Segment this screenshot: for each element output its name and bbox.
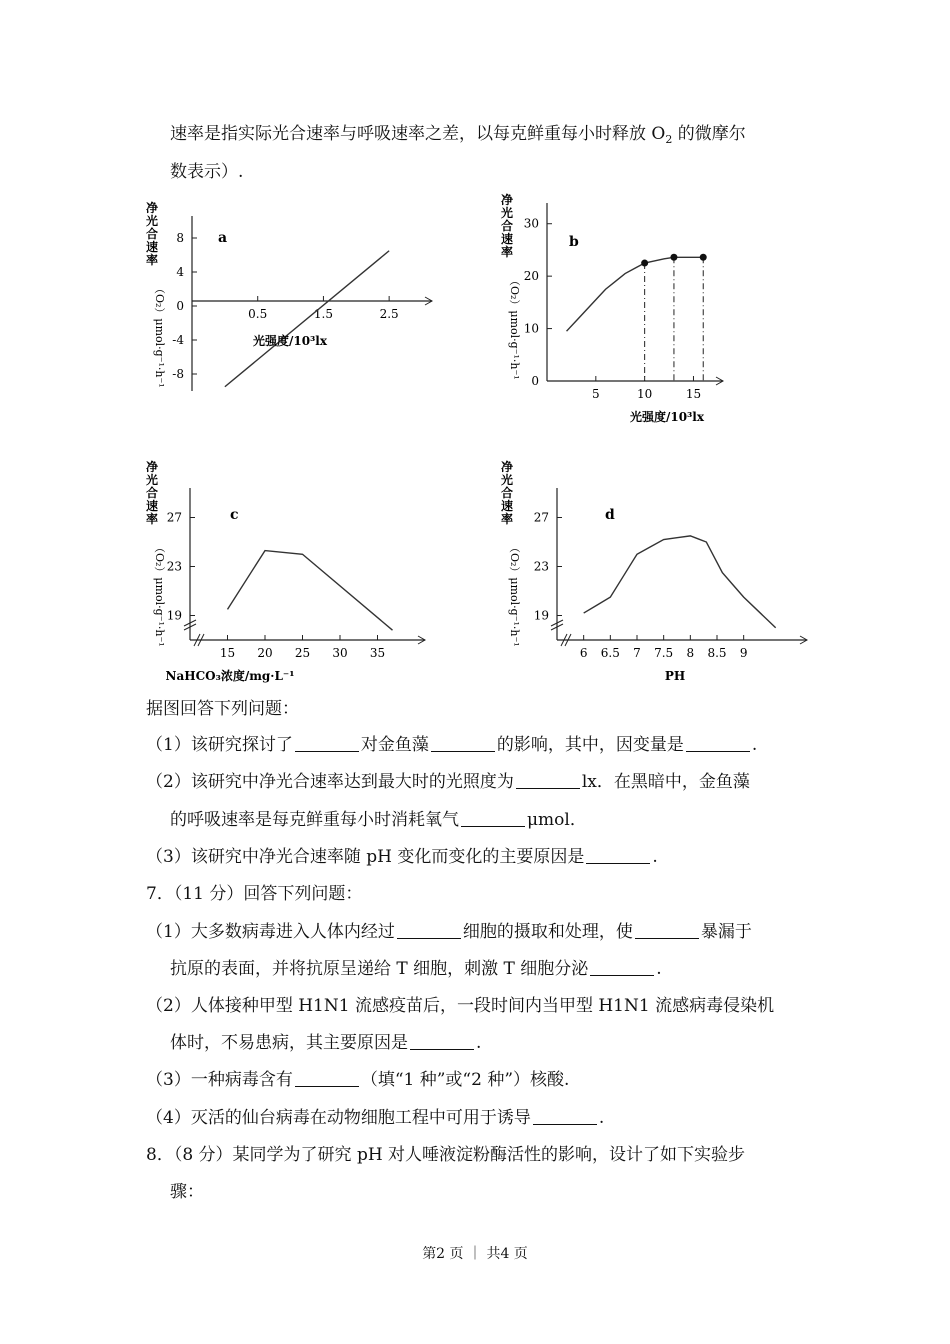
y-axis-label-char: 速 [500, 499, 514, 513]
q6-sub2-text: 的呼吸速率是每克鲜重每小时消耗氧气 [170, 810, 459, 830]
y-axis-label-char: 合 [500, 486, 514, 500]
y-axis-label-char: 光 [500, 473, 514, 487]
data-point-marker [641, 260, 648, 267]
q7-sub1-cont [170, 957, 662, 981]
q7-sub3-text: （填“1 种”或“2 种”）核酸. [360, 1070, 570, 1090]
y-tick-label: 4 [176, 265, 184, 279]
y-axis-label-char: 合 [145, 486, 159, 500]
y-axis-label-char: 率 [145, 253, 159, 267]
x-tick-label: 1.5 [313, 307, 333, 321]
answer-blank[interactable] [397, 920, 461, 939]
y-tick-label: 8 [176, 231, 184, 245]
x-tick-label: 6 [579, 646, 588, 660]
q7-sub3-text: （3）一种病毒含有 [146, 1070, 293, 1090]
q7-sub4-text: . [598, 1108, 605, 1128]
panel-label: d [605, 507, 615, 523]
y-tick-label: -8 [172, 367, 184, 381]
x-tick-label: 30 [332, 646, 348, 660]
answer-blank[interactable] [295, 733, 359, 752]
q6-sub1 [146, 733, 757, 757]
x-tick-label: 20 [257, 646, 273, 660]
x-axis-label: 光强度/10³lx [629, 410, 705, 424]
q7-sub2-text: . [476, 1033, 482, 1053]
y-axis-label-char: 净 [145, 201, 159, 215]
q7-sub1-text: 暴漏于 [700, 922, 752, 942]
x-tick-label: 10 [637, 387, 653, 401]
answer-blank[interactable] [410, 1031, 474, 1050]
answer-blank[interactable] [431, 733, 495, 752]
q6-sub3 [146, 845, 658, 869]
q7-sub3 [146, 1068, 569, 1092]
y-axis-label-char: 率 [500, 512, 514, 526]
chart-a [140, 196, 450, 426]
y-axis-label-char: 合 [145, 227, 159, 241]
q6-sub1-text: 的影响，其中，因变量是 [496, 735, 684, 755]
intro-text-end: 的微摩尔 [672, 124, 746, 144]
y-tick-label: 10 [523, 321, 539, 336]
x-axis-label: 光强度/10³lx [252, 334, 328, 348]
x-tick-label: 7.5 [654, 646, 674, 660]
intro-subscript: 2 [665, 133, 673, 146]
y-axis-unit-label: （O₂）μmol·g⁻¹·h⁻¹ [153, 283, 166, 388]
chart-d [495, 455, 815, 695]
chart-c [140, 455, 430, 695]
answer-blank[interactable] [590, 957, 654, 976]
q7-sub1-text: 细胞的摄取和处理，使 [462, 922, 633, 942]
answer-blank[interactable] [586, 845, 650, 864]
y-axis-label-char: 净 [145, 460, 159, 474]
y-axis-label-char: 光 [145, 214, 159, 228]
y-axis-label-char: 速 [145, 240, 159, 254]
x-tick-label: 8 [686, 646, 695, 660]
data-series-line [584, 536, 776, 628]
q6-sub3-text: . [652, 847, 658, 867]
x-tick-label: 9 [739, 646, 748, 660]
chart-b [495, 188, 755, 438]
y-tick-label: 20 [523, 269, 539, 284]
y-axis-label-char: 率 [500, 245, 514, 259]
data-series-line [567, 257, 704, 331]
q6-sub2-text: μmol． [527, 810, 587, 830]
q6-sub1-text: 对金鱼藻 [360, 735, 429, 755]
y-axis-label-char: 光 [145, 473, 159, 487]
y-tick-label: 30 [523, 216, 539, 231]
q7-sub2-cont [170, 1031, 481, 1055]
x-tick-label: 15 [685, 387, 702, 401]
answer-blank[interactable] [533, 1106, 597, 1125]
q6-sub1-text: （1）该研究探讨了 [146, 735, 293, 755]
q8-heading-cont: 骤： [170, 1182, 204, 1202]
panel-label: a [218, 230, 228, 246]
q6-sub2-text: lx．在黑暗中，金鱼藻 [581, 772, 750, 792]
q6-intro: 据图回答下列问题： [146, 699, 299, 719]
y-tick-label: 0 [531, 374, 539, 388]
answer-blank[interactable] [461, 808, 525, 827]
q7-sub4-text: （4）灭活的仙台病毒在动物细胞工程中可用于诱导 [146, 1108, 531, 1128]
y-tick-label: 27 [533, 510, 549, 525]
y-tick-label: 0 [176, 299, 184, 313]
intro-line-2: 数表示）. [170, 162, 244, 182]
panel-label: b [569, 234, 579, 250]
y-axis-label-char: 净 [500, 193, 514, 207]
x-tick-label: 7 [633, 646, 641, 660]
y-axis-label-char: 速 [500, 232, 514, 246]
q6-sub3-text: （3）该研究中净光合速率随 pH 变化而变化的主要原因是 [146, 847, 585, 867]
data-series-line [228, 551, 393, 631]
answer-blank[interactable] [686, 733, 750, 752]
intro-text: 速率是指实际光合速率与呼吸速率之差，以每克鲜重每小时释放 O [170, 124, 666, 144]
panel-label: c [230, 507, 239, 523]
y-tick-label: 19 [533, 608, 549, 623]
x-tick-label: 8.5 [707, 646, 727, 660]
q7-sub4 [146, 1106, 604, 1130]
y-tick-label: 27 [166, 510, 182, 525]
q7-sub1-text: （1）大多数病毒进入人体内经过 [146, 922, 395, 942]
q7-sub2: （2）人体接种甲型 H1N1 流感疫苗后，一段时间内当甲型 H1N1 流感病毒侵染机 [146, 996, 775, 1016]
y-axis-label-char: 合 [500, 219, 514, 233]
y-tick-label: 23 [533, 559, 549, 574]
page-footer: 第2 页 ｜ 共4 页 [422, 1246, 528, 1262]
x-tick-label: 2.5 [379, 307, 399, 321]
intro-line-1 [170, 122, 746, 152]
y-axis-label-char: 光 [500, 206, 514, 220]
data-point-marker [700, 254, 707, 261]
y-tick-label: 19 [166, 608, 182, 623]
q6-sub1-text: . [751, 735, 758, 755]
q7-sub2-text: 体时，不易患病，其主要原因是 [170, 1033, 408, 1053]
answer-blank[interactable] [516, 770, 580, 789]
x-tick-label: 6.5 [600, 646, 620, 660]
q6-sub2-text: （2）该研究中净光合速率达到最大时的光照度为 [146, 772, 514, 792]
q7-heading: 7．（11 分）回答下列问题： [146, 884, 363, 904]
y-axis-unit-label: （O₂）μmol·g⁻¹·h⁻¹ [153, 542, 166, 647]
y-axis-label-char: 率 [145, 512, 159, 526]
y-tick-label: 23 [166, 559, 182, 574]
x-axis-label: PH [664, 669, 686, 683]
answer-blank[interactable] [635, 920, 699, 939]
y-axis-unit-label: （O₂）μmol·g⁻¹·h⁻¹ [508, 275, 521, 380]
q7-sub1-text: . [656, 959, 662, 979]
x-tick-label: 15 [219, 646, 236, 660]
q7-sub1 [146, 920, 752, 944]
x-tick-label: 35 [369, 646, 386, 660]
y-axis-label-char: 净 [500, 460, 514, 474]
x-tick-label: 5 [592, 387, 600, 401]
x-tick-label: 0.5 [248, 307, 268, 321]
q7-sub1-text: 抗原的表面，并将抗原呈递给 T 细胞，刺激 T 细胞分泌 [170, 959, 589, 979]
q6-sub2-cont [170, 808, 587, 832]
x-axis-label: NaHCO₃浓度/mg·L⁻¹ [165, 669, 295, 683]
q6-sub2 [146, 770, 750, 794]
answer-blank[interactable] [295, 1068, 359, 1087]
q8-heading: 8．（8 分）某同学为了研究 pH 对人唾液淀粉酶活性的影响，设计了如下实验步 [146, 1145, 746, 1165]
x-tick-label: 25 [294, 646, 311, 660]
data-point-marker [670, 254, 677, 261]
y-tick-label: -4 [172, 333, 184, 347]
y-axis-label-char: 速 [145, 499, 159, 513]
y-axis-unit-label: （O₂）μmol·g⁻¹·h⁻¹ [508, 542, 521, 647]
